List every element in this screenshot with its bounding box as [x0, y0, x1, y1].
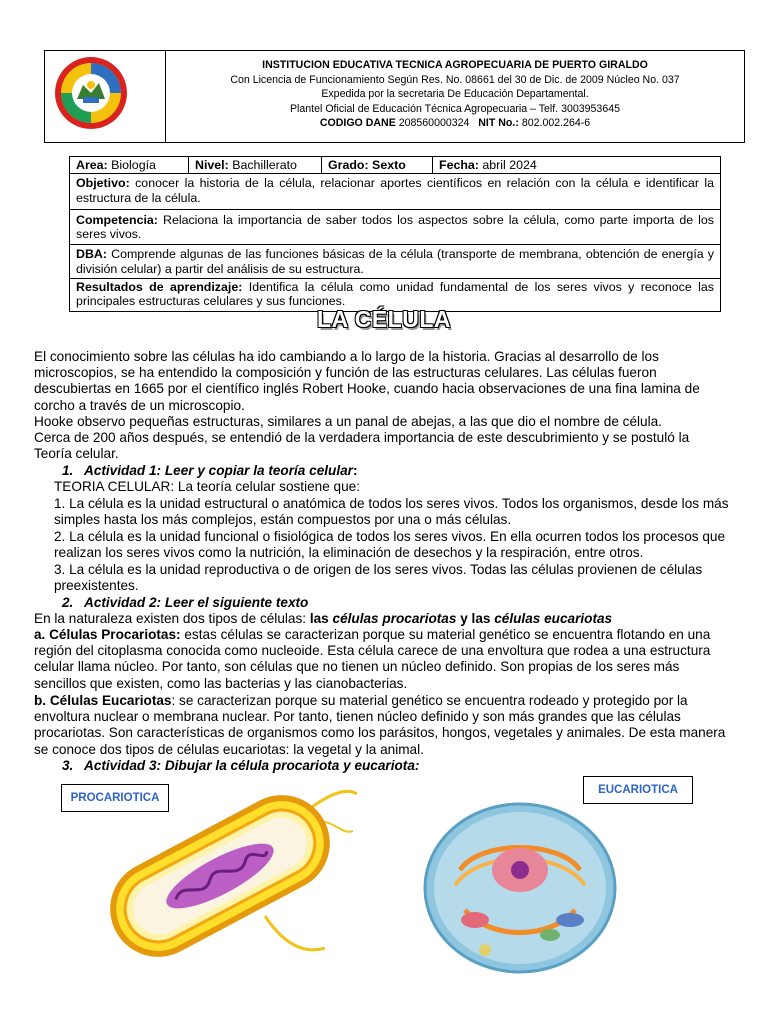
teoria-item-3: 3. La célula es la unidad reproductiva o de origen de los seres vivos. Todas las células provienen de células preexistentes. — [54, 562, 703, 594]
info-table — [69, 156, 721, 312]
eucariotas-paragraph: b. Células Eucariotas: se caracterizan porque su material genético se encuentra rodeado y protegido por la envoltura nuclear o membrana nuclear. Por tanto, tienen núcleo definido y son más grandes que las células procariotas. Son características de organismos como los parásitos, hongos, vegetales y animales. De esta manera se conoce dos tipos de células eucariotas: la vegetal y la animal. — [34, 693, 726, 757]
codes-line — [166, 116, 744, 131]
grado-cell: Grado: Sexto — [322, 157, 433, 174]
nit-label: NIT No.: — [478, 117, 519, 130]
teoria-item-2: 2. La célula es la unidad funcional o fisiológica de todos los seres vivos. En ella ocurren todos los procesos que realizan los seres vivos como la nutrición, la eliminación de desechos y la respiración, entre otros. — [54, 529, 726, 561]
activity-2-heading: 2. Actividad 2: Leer el siguiente texto — [62, 595, 309, 610]
area-cell: Area: Biología — [70, 157, 189, 174]
dane-value: 208560000324 — [398, 117, 470, 130]
teoria-item-1: 1. La célula es la unidad estructural o anatómica de todos los seres vivos. Todos los organismos, desde los más simples hasta los más complejos, están compuestos por una o más células. — [54, 496, 729, 528]
intro-paragraph-3: Cerca de 200 años después, se entendió de la verdadera importancia de este descubrimiento y se postuló la Teoría celular. — [34, 430, 690, 462]
info-row-top — [70, 157, 721, 174]
competencia-cell: Competencia: Relaciona la importancia de saber todos los aspectos sobre la célula, como parte importa de los seres vivos. — [70, 209, 721, 245]
school-logo-icon — [53, 55, 129, 131]
procariotica-label: PROCARIOTICA — [61, 784, 169, 812]
dba-cell: DBA: Comprende algunas de las funciones básicas de la célula (transporte de membrana, obtención de energía y división celular) a partir del análisis de su estructura. — [70, 245, 721, 279]
activity-1-heading: 1. Actividad 1: Leer y copiar la teoría celular: — [62, 463, 358, 478]
nit-value: 802.002.264-6 — [521, 117, 591, 130]
plantel-line: Plantel Oficial de Educación Técnica Agropecuaria – Telf. 3003953645 — [289, 102, 620, 115]
nivel-cell: Nivel: Bachillerato — [189, 157, 322, 174]
institution-info — [166, 58, 744, 131]
eukaryotic-cell-drawing — [420, 800, 620, 975]
intro-paragraph-2: Hooke observo pequeñas estructuras, similares a un panal de abejas, a las que dio el nombre de célula. — [34, 414, 662, 429]
issued-line: Expedida por la secretaria De Educación Departamental. — [321, 88, 589, 101]
license-line: Con Licencia de Funcionamiento Según Res. No. 08661 del 30 de Dic. de 2009 Núcleo No. 037 — [230, 73, 680, 86]
fecha-cell: Fecha: abril 2024 — [433, 157, 721, 174]
objetivo-cell: Objetivo: conocer la historia de la célula, relacionar aportes científicos en relación con la célula e identificar la estructura de la célula. — [70, 174, 721, 210]
teoria-celular-heading: TEORIA CELULAR: La teoría celular sostiene que: — [54, 479, 361, 494]
institution-name: INSTITUCION EDUCATIVA TECNICA AGROPECUARIA DE PUERTO GIRALDO — [262, 59, 648, 71]
intro-paragraph-1: El conocimiento sobre las células ha ido cambiando a lo largo de la historia. Gracias al desarrollo de los microscopios, se ha entendido la composición y función de las estructuras celulares. Las células fueron descubiertas en 1665 por el científico inglés Robert Hooke, cuando hacia observaciones de una fina lamina de corcho a través de un microscopio. — [34, 349, 700, 413]
eucariotica-label: EUCARIOTICA — [583, 776, 693, 804]
dane-label: CODIGO DANE — [319, 117, 396, 130]
page-title: LA CÉLULA — [317, 306, 451, 332]
prokaryotic-cell-drawing — [95, 776, 365, 966]
procariotas-paragraph: a. Células Procariotas: estas células se caracterizan porque su material genético se encuentra flotando en una región del citoplasma conocida como nucleoide. Esta célula carece de una envoltura que rodea a una estructura celular llama núcleo. Por tanto, son células que no tienen un núcleo definido. Son propias de los seres más sencillos que existen, como las bacterias y las cianobacterias. — [34, 627, 711, 691]
activity-3-heading: 3. Actividad 3: Dibujar la célula procariota y eucariota: — [62, 758, 420, 773]
institution-header — [44, 50, 745, 143]
resultados-cell: Resultados de aprendizaje: Identifica la célula como unidad fundamental de los seres vivos y reconoce las principales estructuras celulares y sus funciones. — [70, 279, 721, 312]
tipos-celulas-intro: En la naturaleza existen dos tipos de células: las células procariotas y las células eucariotas — [34, 611, 613, 626]
logo-cell — [45, 51, 166, 142]
